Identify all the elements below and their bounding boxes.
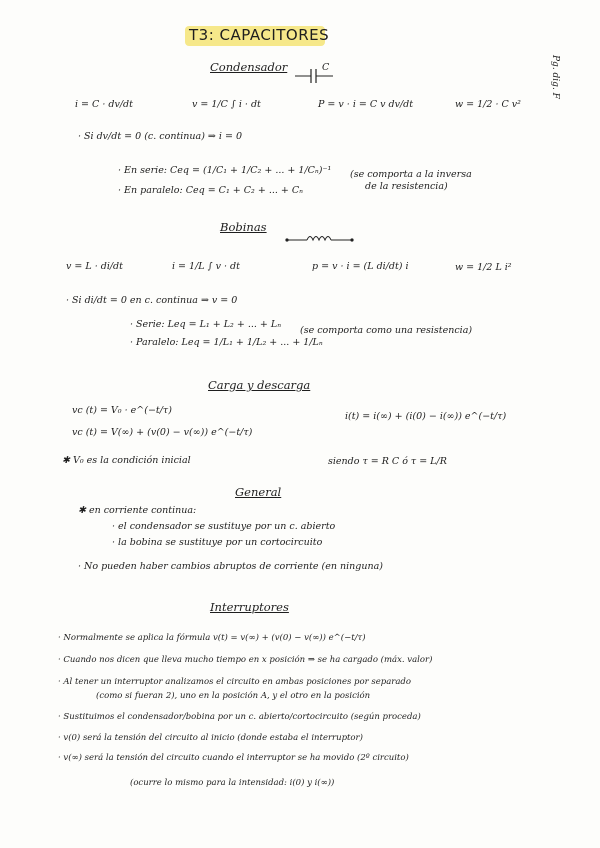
interruptores-bullet-2: · Cuando nos dicen que lleva mucho tiempo en x posición ⇒ se ha cargado (máx. valor) [58, 655, 433, 665]
section-heading-condensador: Condensador [210, 60, 288, 74]
capacitor-remark-2: de la resistencia) [365, 181, 448, 192]
eq-charge-current: i(t) = i(∞) + (i(0) − i(∞)) e^(−t/τ) [345, 411, 507, 422]
eq-capacitor-voltage: v = 1/C ∫ i · dt [192, 99, 261, 110]
eq-capacitor-power: P = v · i = C v dv/dt [318, 99, 414, 110]
capacitor-remark-1: (se comporta a la inversa [350, 169, 472, 180]
interruptores-bullet-3a: · Al tener un interruptor analizamos el circuito en ambas posiciones por separado [58, 677, 411, 687]
capacitor-series: · En serie: Ceq = (1/C₁ + 1/C₂ + ... + 1/Cₙ)⁻¹ [118, 165, 332, 176]
side-note: Pg. dig. F [550, 55, 560, 99]
eq-inductor-current: i = 1/L ∫ v · dt [172, 261, 240, 272]
interruptores-bullet-3b: (como si fueran 2), uno en la posición A, y el otro en la posición [96, 691, 371, 701]
interruptores-bullet-5: · v(0) será la tensión del circuito al inicio (donde estaba el interruptor) [58, 733, 363, 743]
interruptores-bullet-1: · Normalmente se aplica la fórmula v(t) = v(∞) + (v(0) − v(∞)) e^(−t/τ) [58, 633, 366, 643]
charge-tau: siendo τ = R C ó τ = L/R [328, 456, 447, 467]
eq-inductor-voltage: v = L · di/dt [66, 261, 123, 272]
general-item-capacitor: · el condensador se sustituye por un c. abierto [112, 521, 336, 532]
interruptores-bullet-7: (ocurre lo mismo para la intensidad: i(0) y i(∞)) [130, 778, 335, 788]
inductor-parallel: · Paralelo: Leq = 1/L₁ + 1/L₂ + ... + 1/Lₙ [130, 337, 323, 348]
eq-inductor-energy: w = 1/2 L i² [455, 262, 512, 273]
capacitor-dc-note: · Si dv/dt = 0 (c. continua) ⇒ i = 0 [78, 131, 242, 142]
general-dc: ✱ en corriente continua: [78, 505, 197, 516]
inductor-symbol-icon [285, 234, 355, 246]
section-heading-carga: Carga y descarga [208, 378, 311, 392]
inductor-series: · Serie: Leq = L₁ + L₂ + ... + Lₙ [130, 319, 282, 330]
charge-v0-note: ✱ V₀ es la condición inicial [62, 455, 191, 466]
section-heading-general: General [235, 485, 282, 499]
eq-capacitor-current: i = C · dv/dt [75, 99, 133, 110]
eq-charge-general: vc (t) = V(∞) + (v(0) − v(∞)) e^(−t/τ) [72, 427, 253, 438]
section-heading-bobinas: Bobinas [220, 220, 267, 234]
interruptores-bullet-4: · Sustituimos el condensador/bobina por un c. abierto/cortocircuito (según proceda) [58, 712, 421, 722]
inductor-dc-note: · Si di/dt = 0 en c. continua ⇒ v = 0 [66, 295, 238, 306]
page-title: T3: CAPACITORES [185, 26, 325, 46]
capacitor-symbol-label: C [322, 62, 330, 73]
general-note: · No pueden haber cambios abruptos de corriente (en ninguna) [78, 561, 383, 572]
eq-charge-simple: vc (t) = V₀ · e^(−t/τ) [72, 405, 172, 416]
general-item-inductor: · la bobina se sustituye por un cortocircuito [112, 537, 323, 548]
capacitor-parallel: · En paralelo: Ceq = C₁ + C₂ + ... + Cₙ [118, 185, 304, 196]
section-heading-interruptores: Interruptores [210, 600, 289, 614]
interruptores-bullet-6: · v(∞) será la tensión del circuito cuando el interruptor se ha movido (2º circuito) [58, 753, 409, 763]
eq-inductor-power: p = v · i = (L di/dt) i [312, 261, 409, 272]
eq-capacitor-energy: w = 1/2 · C v² [455, 99, 521, 110]
inductor-remark: (se comporta como una resistencia) [300, 325, 473, 336]
